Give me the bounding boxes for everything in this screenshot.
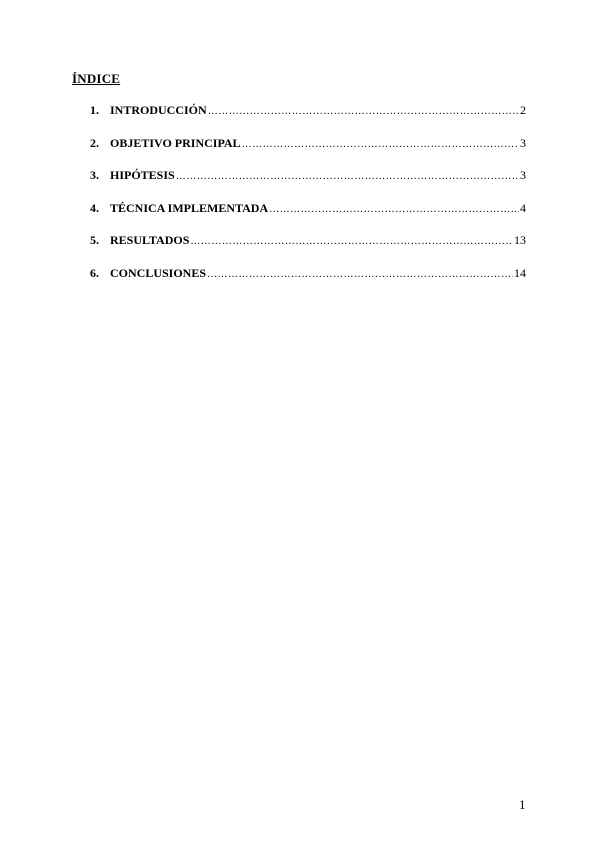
toc-entry-title: RESULTADOS (110, 233, 190, 247)
toc-entry-number: 2. (90, 135, 99, 150)
toc-entry-title: TÉCNICA IMPLEMENTADA (110, 200, 269, 215)
dot-leader (242, 139, 519, 150)
dot-leader (190, 236, 513, 247)
toc-entry-page: 2 (520, 103, 526, 117)
toc-heading: ÍNDICE (72, 71, 121, 86)
toc-entry-tecnica-implementada[interactable] (90, 201, 526, 234)
toc-entry-title: HIPÓTESIS (110, 168, 175, 182)
toc-entry-number: 3. (90, 168, 99, 182)
toc-entry-number: 5. (90, 233, 99, 247)
page-number: 1 (519, 797, 526, 812)
toc-entry-title: INTRODUCCIÓN (110, 103, 207, 117)
toc-entry-number: 4. (90, 200, 99, 215)
toc-entry-page: 13 (514, 233, 526, 247)
toc-entry-conclusiones[interactable] (90, 266, 526, 299)
toc-entry-objetivo-principal[interactable] (90, 136, 526, 169)
toc-entry-resultados[interactable] (90, 233, 526, 266)
toc-entry-page: 3 (520, 135, 526, 150)
toc-entry-hipotesis[interactable] (90, 168, 526, 201)
dot-leader (207, 269, 513, 280)
table-of-contents (90, 103, 526, 298)
toc-entry-number: 1. (90, 103, 99, 117)
toc-entry-title: CONCLUSIONES (110, 265, 207, 280)
toc-entry-page: 3 (520, 168, 526, 182)
toc-entry-introduccion[interactable] (90, 103, 526, 136)
dot-leader (176, 171, 519, 182)
dot-leader (208, 106, 519, 117)
toc-entry-number: 6. (90, 265, 99, 280)
toc-entry-page: 14 (514, 265, 526, 280)
toc-entry-title: OBJETIVO PRINCIPAL (110, 135, 241, 150)
dot-leader (269, 204, 519, 215)
toc-entry-page: 4 (520, 200, 526, 215)
